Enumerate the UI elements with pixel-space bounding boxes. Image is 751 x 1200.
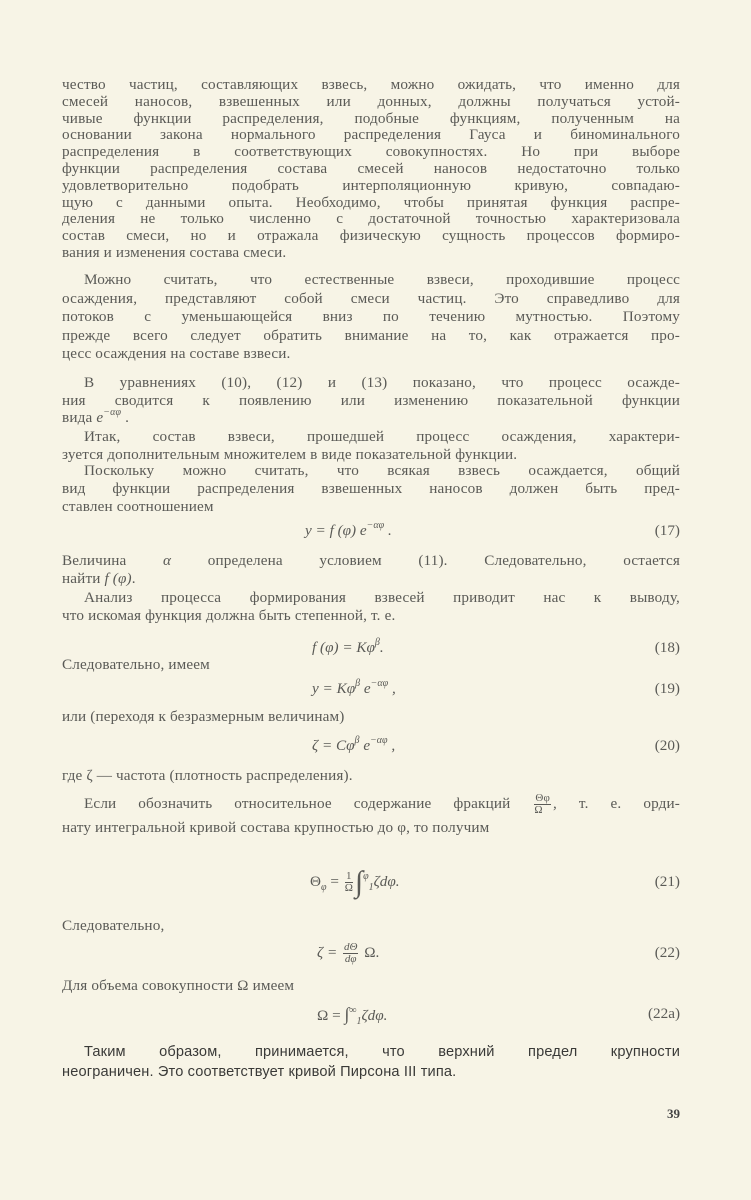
paragraph-line: распределения в соответствующих совокупностях. Но при выборе [62, 143, 680, 161]
paragraph-line: цесс осаждения на составе взвеси. [62, 345, 291, 362]
paragraph-5 [62, 462, 680, 516]
paragraph-line: потоков с уменьшающейся вниз по течению мутностью. Поэтому [62, 308, 680, 325]
paragraph-7 [62, 589, 680, 625]
paragraph-line: удовлетворительно подобрать интерполяционную кривую, совпадаю- [62, 176, 680, 194]
paragraph-line: осаждения, представляют собой смеси частиц. Это справедливо для [62, 289, 680, 307]
equation-exponent: β [355, 678, 361, 689]
paragraph-line: вид функции распределения взвешенных наносов должен быть пред- [62, 480, 680, 497]
paragraph-line: состав смеси, но и отражала физическую сущность процессов формиро- [62, 227, 680, 245]
equation-number: (18) [654, 639, 680, 656]
equation-body: Ω. [360, 944, 380, 961]
paragraph-line [62, 570, 680, 588]
equation-exponent: −αφ [370, 678, 389, 689]
equation-end: , [388, 680, 396, 697]
equation-22 [62, 938, 680, 968]
fraction-denominator: dφ [344, 953, 357, 966]
integral-upper-limit: φ [363, 871, 369, 882]
equation-number: (19) [654, 680, 680, 697]
paragraph-9 [62, 1042, 680, 1082]
equation-exponent: −αφ [370, 735, 388, 746]
text-line: Следовательно, имеем [62, 656, 210, 673]
equation-subscript: φ [320, 882, 327, 893]
equation-exponent: β [374, 637, 380, 648]
text: . [121, 409, 130, 426]
equation-lhs: Θ [310, 873, 321, 890]
math-exponent: −αφ [103, 407, 122, 418]
paragraph-line [62, 790, 680, 818]
equation-number: (21) [654, 873, 680, 890]
equation-body: y = Kφ [312, 680, 356, 697]
equals: = [326, 873, 343, 890]
text-line: Для объема совокупности Ω имеем [62, 977, 295, 994]
paragraph-line: вания и изменения состава смеси. [62, 243, 287, 261]
text: найти [62, 570, 105, 587]
paragraph-3 [62, 374, 680, 427]
equation-body: f (φ) = Kφ [312, 639, 375, 656]
equation-end: . [379, 639, 384, 656]
paragraph-line: ния сводится к появлению или изменению показательной функции [62, 391, 680, 409]
equation-number: (20) [654, 737, 680, 754]
equation-end: , [387, 737, 396, 754]
paragraph-2 [62, 271, 680, 364]
equation-number: (17) [654, 522, 680, 539]
text-line: или (переходя к безразмерным величинам) [62, 708, 345, 725]
equation-exponent: −αφ [366, 520, 385, 531]
equation-body: ζ = Cφ [312, 737, 355, 754]
fraction-denominator: Ω [534, 804, 543, 817]
equation-e: e [360, 680, 371, 697]
equation-21 [62, 866, 680, 898]
paragraph-line: зуется дополнительным множителем в виде показательной функции. [62, 445, 518, 463]
equation-17 [62, 519, 680, 543]
paragraph-line: чество частиц, составляющих взвесь, можно ожидать, что именно для [62, 76, 680, 93]
fraction-numerator: 1 [346, 870, 352, 883]
equation-e: e [359, 737, 371, 754]
text: Величина [62, 552, 164, 569]
integral-lower-limit: 1 [356, 1016, 362, 1027]
paragraph-line: Можно считать, что естественные взвеси, проходившие процесс [84, 271, 680, 288]
paragraph-line: неограничен. Это соответствует кривой Пирсона III типа. [62, 1064, 457, 1080]
paragraph-line: что искомая функция должна быть степенной, т. е. [62, 607, 396, 624]
equation-body: y = f (φ) e [305, 522, 367, 539]
equation-20 [62, 734, 680, 758]
paragraph-line: функции распределения состава смесей наносов недостаточно только [62, 159, 680, 177]
fraction-denominator: Ω [344, 882, 353, 895]
text: определена условием (11). Следовательно, остается [171, 552, 680, 569]
paragraph-line [62, 409, 680, 427]
fraction-numerator: dΘ [344, 941, 358, 954]
paragraph-line: основании закона нормального распределения Гауса и биноминального [62, 126, 680, 144]
integral-sign: ∫ [354, 865, 364, 899]
equation-19 [62, 677, 680, 701]
paragraph-line: ставлен соотношением [62, 498, 214, 515]
text: вида [62, 409, 97, 426]
paragraph-6 [62, 552, 680, 588]
equation-number: (22) [654, 944, 680, 961]
integral-lower-limit: 1 [368, 882, 374, 893]
paragraph-line [62, 552, 680, 570]
paragraph-1 [62, 77, 680, 262]
text: . [131, 570, 136, 587]
text-line: Следовательно, [62, 917, 165, 934]
paragraph-8 [62, 790, 680, 838]
paragraph-line: В уравнениях (10), (12) и (13) показано, что процесс осажде- [84, 374, 680, 391]
paragraph-line: нату интегральной кривой состава крупностью до φ, то получим [62, 819, 490, 836]
equation-number: (22a) [647, 1005, 680, 1022]
paragraph-line: Поскольку можно считать, что всякая взвесь осаждается, общий [84, 462, 680, 479]
equation-lhs: Ω = [317, 1007, 345, 1024]
equation-body: ζdφ. [373, 873, 400, 890]
page-number: 39 [667, 1106, 680, 1121]
paragraph-line: Итак, состав взвеси, прошедшей процесс осаждения, характери- [84, 428, 680, 445]
text-line: где ζ — частота (плотность распределения). [62, 767, 353, 784]
paragraph-line: прежде всего следует обратить внимание на то, как отражается про- [62, 326, 680, 344]
math-e: e [96, 409, 104, 426]
integral-upper-limit: ∞ [349, 1005, 357, 1016]
paragraph-line: Таким образом, принимается, что верхний предел крупности [84, 1044, 680, 1060]
paragraph-line: щую с данными опыта. Необходимо, чтобы принятая функция распре- [62, 193, 680, 211]
equation-22a [62, 1002, 680, 1026]
equation-lhs: ζ = [317, 944, 341, 961]
text: Если обозначить относительное содержание фракций [84, 795, 533, 812]
paragraph-line: деления не только численно с достаточной точностью характеризовала [62, 210, 680, 228]
math-alpha: α [163, 552, 172, 569]
paragraph-line: смесей наносов, взвешенных или донных, должны получаться устой- [62, 92, 680, 110]
text: , т. е. орди- [553, 795, 680, 812]
equation-exponent: β [354, 735, 360, 746]
paragraph-4 [62, 428, 680, 463]
equation-body: ζdφ. [361, 1007, 388, 1024]
integral-sign: ∫ [344, 1004, 350, 1024]
equation-end: . [384, 522, 392, 539]
fraction-numerator: Θφ [535, 792, 550, 805]
paragraph-line: чивые функции распределения, подобные функциям, полученным на [62, 109, 680, 127]
math-f-phi: f (φ) [104, 570, 132, 587]
paragraph-line: Анализ процесса формирования взвесей приводит нас к выводу, [84, 589, 680, 606]
